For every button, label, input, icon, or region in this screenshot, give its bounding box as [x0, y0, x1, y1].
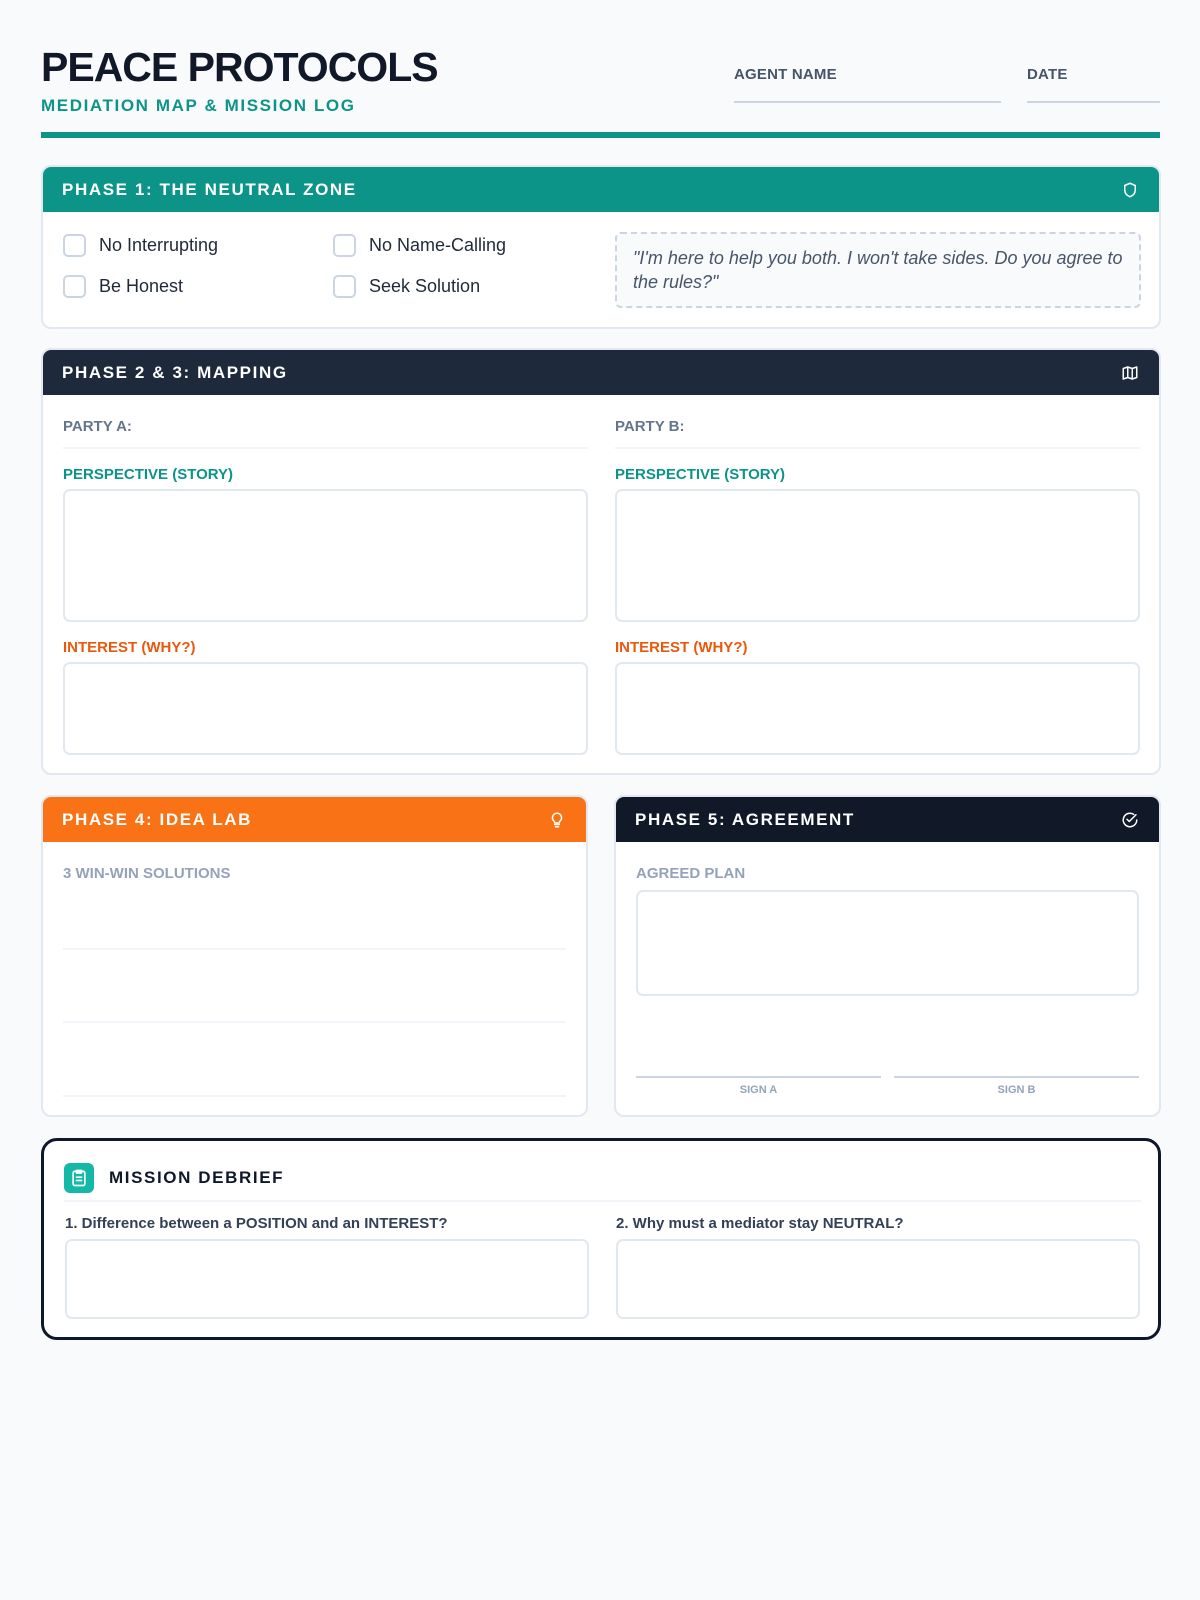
party-b-name-line[interactable]	[615, 447, 1140, 449]
party-a-column	[63, 418, 588, 755]
party-b-perspective-label: PERSPECTIVE (STORY)	[615, 466, 786, 483]
solution-line-2[interactable]	[63, 1021, 566, 1023]
checkbox[interactable]	[333, 234, 356, 257]
phase5-card	[614, 795, 1161, 1117]
party-a-interest-label: INTEREST (WHY?)	[63, 639, 196, 656]
agent-name-line[interactable]	[734, 101, 1001, 103]
party-a-name-line[interactable]	[63, 447, 588, 449]
worksheet-page	[41, 0, 1160, 138]
phase4-title: PHASE 4: IDEA LAB	[62, 809, 252, 829]
sign-b-label: SIGN B	[997, 1084, 1036, 1096]
phase2-card	[41, 348, 1161, 775]
mission-debrief-card	[41, 1138, 1161, 1340]
rule-label: No Name-Calling	[369, 235, 507, 255]
party-a-perspective-label: PERSPECTIVE (STORY)	[63, 466, 234, 483]
rule-be-honest[interactable]	[63, 275, 183, 298]
date-label: DATE	[1027, 66, 1068, 83]
party-a-perspective-box[interactable]	[63, 489, 588, 622]
question-2-answer-box[interactable]	[616, 1239, 1140, 1319]
rule-no-interrupting[interactable]	[63, 234, 218, 257]
check-circle-icon	[1119, 809, 1141, 831]
date-line[interactable]	[1027, 101, 1160, 103]
page-title: PEACE PROTOCOLS	[41, 44, 438, 90]
phase4-card	[41, 795, 588, 1117]
checkbox[interactable]	[63, 275, 86, 298]
phase2-header	[43, 350, 1159, 395]
rule-label: Be Honest	[99, 276, 184, 296]
party-b-label: PARTY B:	[615, 418, 685, 435]
rule-label: No Interrupting	[99, 235, 219, 255]
question-1-label: 1. Difference between a POSITION and an INTEREST?	[65, 1215, 448, 1232]
phase1-header	[43, 167, 1159, 212]
agreed-plan-label: AGREED PLAN	[636, 865, 746, 882]
date-field[interactable]	[1027, 66, 1160, 103]
rule-no-name-calling[interactable]	[333, 234, 506, 257]
question-1-answer-box[interactable]	[65, 1239, 589, 1319]
phase1-card	[41, 165, 1161, 329]
sign-a-label: SIGN A	[739, 1084, 778, 1096]
phase5-header	[616, 797, 1159, 842]
header-rule	[41, 132, 1160, 138]
clipboard-icon	[64, 1163, 94, 1193]
agent-name-field[interactable]	[734, 66, 1001, 103]
mediator-quote: "I'm here to help you both. I won't take sides. Do you agree to the rules?"	[615, 232, 1141, 308]
sign-a-line[interactable]	[636, 1076, 881, 1078]
rule-seek-solution[interactable]	[333, 275, 480, 298]
solution-line-1[interactable]	[63, 948, 566, 950]
phase2-title: PHASE 2 & 3: MAPPING	[62, 362, 288, 382]
page-header	[41, 0, 1160, 138]
agent-name-label: AGENT NAME	[734, 66, 837, 83]
solutions-label: 3 WIN-WIN SOLUTIONS	[63, 865, 231, 882]
party-b-perspective-box[interactable]	[615, 489, 1140, 622]
page-subtitle: MEDIATION MAP & MISSION LOG	[41, 96, 356, 115]
rule-label: Seek Solution	[369, 276, 481, 296]
party-b-column	[615, 418, 1140, 755]
checkbox[interactable]	[63, 234, 86, 257]
solution-line-3[interactable]	[63, 1095, 566, 1097]
party-a-label: PARTY A:	[63, 418, 132, 435]
map-icon	[1119, 362, 1141, 384]
party-b-interest-box[interactable]	[615, 662, 1140, 755]
debrief-title: MISSION DEBRIEF	[109, 1168, 285, 1187]
shield-icon	[1119, 179, 1141, 201]
phase1-title: PHASE 1: THE NEUTRAL ZONE	[62, 179, 357, 199]
lightbulb-icon	[546, 809, 568, 831]
sign-b-line[interactable]	[894, 1076, 1139, 1078]
checkbox[interactable]	[333, 275, 356, 298]
debrief-divider	[64, 1200, 1141, 1202]
phase5-title: PHASE 5: AGREEMENT	[635, 809, 855, 829]
party-a-interest-box[interactable]	[63, 662, 588, 755]
question-2-label: 2. Why must a mediator stay NEUTRAL?	[616, 1215, 904, 1232]
phase4-header	[43, 797, 586, 842]
agreed-plan-box[interactable]	[636, 890, 1139, 996]
party-b-interest-label: INTEREST (WHY?)	[615, 639, 748, 656]
